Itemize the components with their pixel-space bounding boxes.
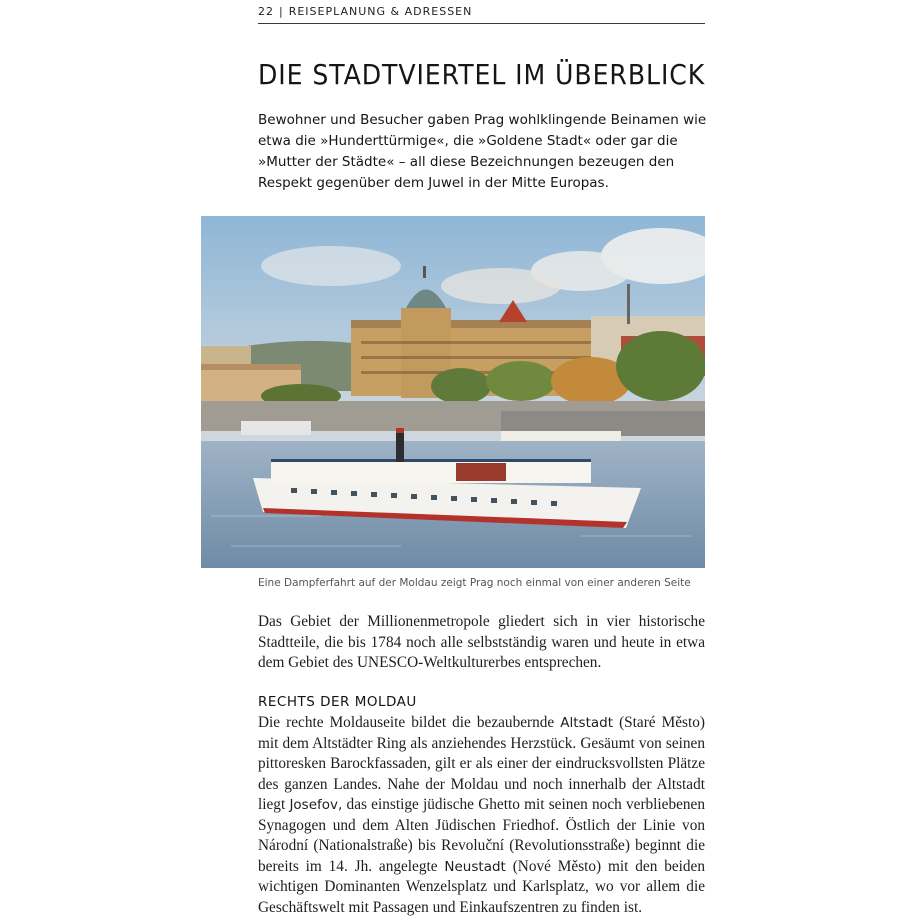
header-separator: |: [279, 5, 284, 18]
body-paragraph-1: Das Gebiet der Millionenmetropole gliedert sich in vier historische Stadtteile, die bis 1784 noch alle selbstständig waren und heute in etwa dem Gebiet des UNESCO-Weltkulturerbes entsprechen.: [258, 613, 705, 671]
paragraph2-text-2: (Staré Město) mit dem Altstädter Ring als anziehendes Herzstück. Gesäumt von seinen pittoresken Barockfassaden, gilt er als einer der eindrucksvollsten Plätze des ganzen Landes. Nahe der Moldau und noch innerhalb der Altstadt liegt: [258, 714, 705, 813]
section-title: REISEPLANUNG & ADRESSEN: [288, 5, 473, 18]
page-number: 22: [258, 5, 274, 18]
keyword-josefov: Josefov,: [289, 797, 343, 813]
running-header: [258, 4, 705, 24]
paragraph2-text-4: (Nové Město) mit den beiden wichtigen Dominanten Wenzelsplatz und Karlsplatz, wo vor allem die Geschäftswelt mit Passagen und Einkaufszentren zu finden ist.: [258, 857, 705, 916]
steamer-photo: [201, 216, 705, 568]
body-paragraph-2: [258, 713, 705, 918]
page-title: DIE STADTVIERTEL IM ÜBERBLICK: [258, 58, 706, 91]
intro-paragraph: Bewohner und Besucher gaben Prag wohlklingende Beinamen wie etwa die »Hunderttürmige«, die »Goldene Stadt« oder gar die »Mutter der Städte« – all diese Bezeichnungen bezeugen den Respekt gegenüber dem Juwel in der Mitte Europas.: [258, 112, 707, 191]
paragraph2-text-1: Die rechte Moldauseite bildet die bezaubernde: [258, 714, 561, 731]
keyword-neustadt: Neustadt: [444, 858, 506, 875]
keyword-altstadt: Altstadt: [560, 715, 613, 731]
photo-caption: Eine Dampferfahrt auf der Moldau zeigt Prag noch einmal von einer anderen Seite: [258, 577, 691, 589]
section-subheading: RECHTS DER MOLDAU: [258, 694, 417, 710]
paragraph2-text-3: das einstige jüdische Ghetto mit seinen noch verbliebenen Synagogen und dem Alten Jüdischen Friedhof. Östlich der Linie von Národní (Nationalstraße) bis Revoluční (Revolutionsstraße) beginnt die bereits im 14. Jh. angelegte: [258, 796, 705, 875]
